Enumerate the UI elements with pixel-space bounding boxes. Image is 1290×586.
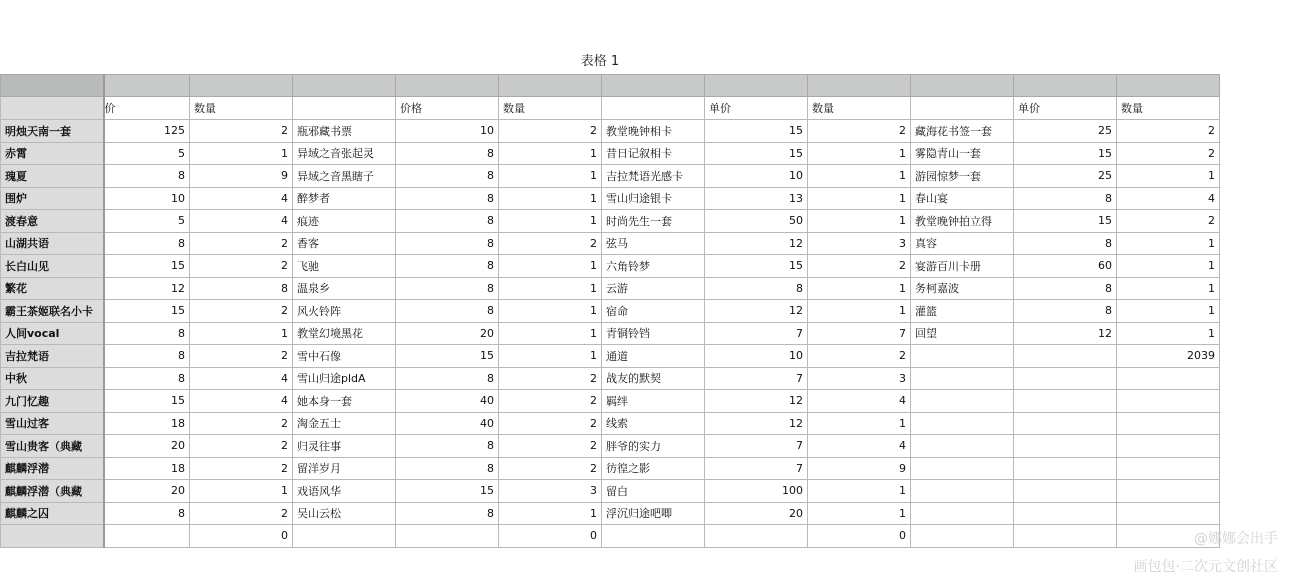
table-cell[interactable]: 1 <box>190 480 293 503</box>
table-cell[interactable]: 15 <box>705 255 808 278</box>
table-cell[interactable]: 8 <box>396 142 499 165</box>
table-cell[interactable] <box>911 390 1014 413</box>
table-cell[interactable]: 4 <box>808 435 911 458</box>
column-header-cell[interactable] <box>104 75 190 97</box>
table-cell[interactable]: 8 <box>396 457 499 480</box>
table-row <box>1 210 1220 233</box>
table-cell[interactable]: 六角铃梦 <box>602 255 705 278</box>
table-cell[interactable]: 125 <box>104 120 190 143</box>
row-header-cell[interactable] <box>1 525 104 548</box>
table-cell[interactable]: 2 <box>190 345 293 368</box>
table-cell[interactable]: 8 <box>396 255 499 278</box>
table-cell[interactable]: 20 <box>104 480 190 503</box>
column-header-cell[interactable] <box>1117 75 1220 97</box>
table-cell[interactable]: 8 <box>396 300 499 323</box>
table-cell[interactable] <box>911 525 1014 548</box>
watermark-author: @娜娜会出手 <box>1194 531 1278 547</box>
table-cell[interactable]: 15 <box>1014 210 1117 233</box>
table-cell[interactable]: 3 <box>808 367 911 390</box>
table-cell[interactable]: 7 <box>808 322 911 345</box>
table-cell[interactable] <box>1014 502 1117 525</box>
table-cell[interactable]: 8 <box>396 165 499 188</box>
table-cell[interactable] <box>911 345 1014 368</box>
table-cell[interactable]: 4 <box>808 390 911 413</box>
table-cell[interactable]: 15 <box>705 120 808 143</box>
watermark-site: 画包包·二次元文创社区 <box>1133 559 1278 575</box>
column-label-cell[interactable] <box>293 97 396 120</box>
table-cell[interactable]: 12 <box>705 300 808 323</box>
table-cell[interactable]: 彷徨之影 <box>602 457 705 480</box>
row-header-cell[interactable]: 霸王茶姬联名小卡 <box>1 300 104 323</box>
column-label-row <box>1 97 1220 120</box>
row-header-cell[interactable]: 九门忆趣 <box>1 390 104 413</box>
table-cell[interactable]: 1 <box>499 277 602 300</box>
row-header-cell[interactable]: 雪山贵客（典藏 <box>1 435 104 458</box>
table-row <box>1 345 1220 368</box>
table-cell[interactable]: 游园惊梦一套 <box>911 165 1014 188</box>
table-cell[interactable]: 2 <box>190 232 293 255</box>
column-header-cell[interactable] <box>911 75 1014 97</box>
table-cell[interactable]: 1 <box>1117 300 1220 323</box>
table-cell[interactable] <box>911 435 1014 458</box>
table-cell[interactable]: 香客 <box>293 232 396 255</box>
table-cell[interactable]: 羁绊 <box>602 390 705 413</box>
table-cell[interactable]: 1 <box>808 300 911 323</box>
table-cell[interactable]: 2 <box>190 412 293 435</box>
table-cell[interactable]: 8 <box>1014 277 1117 300</box>
table-cell[interactable] <box>911 457 1014 480</box>
table-cell[interactable]: 真容 <box>911 232 1014 255</box>
table-cell[interactable] <box>104 525 190 548</box>
column-label-cell[interactable] <box>911 97 1014 120</box>
table-cell[interactable]: 12 <box>705 390 808 413</box>
table-cell[interactable]: 1 <box>808 412 911 435</box>
table-cell[interactable]: 2 <box>1117 142 1220 165</box>
table-cell[interactable]: 1 <box>499 502 602 525</box>
table-cell[interactable]: 25 <box>1014 165 1117 188</box>
table-cell[interactable]: 8 <box>396 502 499 525</box>
table-cell[interactable]: 18 <box>104 412 190 435</box>
table-cell[interactable]: 弦马 <box>602 232 705 255</box>
table-cell[interactable]: 留洋岁月 <box>293 457 396 480</box>
table-cell[interactable]: 吴山云松 <box>293 502 396 525</box>
table-cell[interactable]: 藏海花书签一套 <box>911 120 1014 143</box>
table-cell[interactable]: 50 <box>705 210 808 233</box>
table-cell[interactable]: 9 <box>190 165 293 188</box>
table-cell[interactable]: 8 <box>396 232 499 255</box>
table-row <box>1 277 1220 300</box>
table-cell[interactable]: 通道 <box>602 345 705 368</box>
table-cell[interactable]: 线索 <box>602 412 705 435</box>
table-cell[interactable]: 2 <box>499 435 602 458</box>
row-header-cell[interactable]: 瑰夏 <box>1 165 104 188</box>
table-cell[interactable]: 2 <box>499 412 602 435</box>
table-cell[interactable]: 1 <box>808 502 911 525</box>
column-header-cell[interactable] <box>1014 75 1117 97</box>
row-header-cell[interactable]: 中秋 <box>1 367 104 390</box>
table-cell[interactable]: 8 <box>1014 300 1117 323</box>
row-header-cell[interactable]: 麒麟之囚 <box>1 502 104 525</box>
table-cell[interactable]: 4 <box>1117 187 1220 210</box>
table-cell[interactable]: 13 <box>705 187 808 210</box>
table-cell[interactable]: 浮沉归途吧唧 <box>602 502 705 525</box>
table-cell[interactable]: 1 <box>190 142 293 165</box>
table-row <box>1 165 1220 188</box>
table-cell[interactable]: 痕迹 <box>293 210 396 233</box>
column-label-cell[interactable] <box>602 97 705 120</box>
table-row <box>1 232 1220 255</box>
column-header-cell[interactable] <box>705 75 808 97</box>
table-row <box>1 120 1220 143</box>
table-cell[interactable]: 7 <box>705 435 808 458</box>
table-cell[interactable]: 1 <box>499 210 602 233</box>
table-cell[interactable]: 2 <box>190 457 293 480</box>
table-cell[interactable] <box>1117 480 1220 503</box>
table-cell[interactable]: 2 <box>499 120 602 143</box>
table-cell[interactable] <box>911 412 1014 435</box>
table-cell[interactable]: 瓶邪藏书票 <box>293 120 396 143</box>
table-cell[interactable]: 异域之音张起灵 <box>293 142 396 165</box>
table-cell[interactable]: 15 <box>104 255 190 278</box>
table-cell[interactable]: 1 <box>499 300 602 323</box>
table-cell[interactable]: 0 <box>499 525 602 548</box>
row-header-cell[interactable]: 吉拉梵语 <box>1 345 104 368</box>
table-cell[interactable]: 云游 <box>602 277 705 300</box>
table-row <box>1 480 1220 503</box>
table-cell[interactable]: 3 <box>808 232 911 255</box>
row-header-cell[interactable]: 渡春意 <box>1 210 104 233</box>
table-cell[interactable]: 宴游百川卡册 <box>911 255 1014 278</box>
column-header-row <box>1 75 1220 97</box>
table-cell[interactable] <box>1014 345 1117 368</box>
table-cell[interactable]: 1 <box>499 322 602 345</box>
column-label-cell[interactable]: 单价 <box>1014 97 1117 120</box>
table-cell[interactable]: 1 <box>499 165 602 188</box>
table-row <box>1 255 1220 278</box>
table-cell[interactable]: 1 <box>808 165 911 188</box>
table-cell[interactable]: 2 <box>499 232 602 255</box>
table-cell[interactable]: 醉梦者 <box>293 187 396 210</box>
table-cell[interactable]: 8 <box>1014 187 1117 210</box>
table-cell[interactable]: 40 <box>396 412 499 435</box>
table-cell[interactable]: 战友的默契 <box>602 367 705 390</box>
table-cell[interactable] <box>1117 457 1220 480</box>
table-cell[interactable] <box>911 480 1014 503</box>
table-row <box>1 322 1220 345</box>
table-cell[interactable] <box>396 525 499 548</box>
table-cell[interactable]: 15 <box>396 480 499 503</box>
column-label-cell[interactable] <box>1 97 104 120</box>
column-label-cell[interactable]: 数量 <box>499 97 602 120</box>
table-cell[interactable] <box>1117 367 1220 390</box>
table-cell[interactable]: 8 <box>190 277 293 300</box>
row-header-cell[interactable]: 麒麟浮潜（典藏 <box>1 480 104 503</box>
column-header-cell[interactable] <box>190 75 293 97</box>
table-cell[interactable]: 1 <box>808 187 911 210</box>
table-cell[interactable]: 1 <box>1117 322 1220 345</box>
table-cell[interactable]: 8 <box>1014 232 1117 255</box>
table-cell[interactable]: 1 <box>1117 255 1220 278</box>
table-cell[interactable]: 2 <box>190 120 293 143</box>
row-header-cell[interactable]: 雪山过客 <box>1 412 104 435</box>
table-cell[interactable]: 8 <box>104 232 190 255</box>
column-header-cell[interactable] <box>808 75 911 97</box>
table-cell[interactable]: 100 <box>705 480 808 503</box>
table-cell[interactable]: 12 <box>705 232 808 255</box>
table-cell[interactable]: 7 <box>705 322 808 345</box>
table-cell[interactable]: 8 <box>104 322 190 345</box>
table-cell[interactable]: 18 <box>104 457 190 480</box>
table-cell[interactable]: 1 <box>1117 232 1220 255</box>
table-cell[interactable]: 雾隐青山一套 <box>911 142 1014 165</box>
table-cell[interactable]: 1 <box>808 142 911 165</box>
table-cell[interactable]: 15 <box>104 300 190 323</box>
table-cell[interactable]: 8 <box>104 502 190 525</box>
table-cell[interactable]: 1 <box>1117 165 1220 188</box>
table-cell[interactable]: 10 <box>705 165 808 188</box>
table-cell[interactable]: 2 <box>190 435 293 458</box>
table-cell[interactable] <box>293 525 396 548</box>
table-cell[interactable]: 务柯嘉波 <box>911 277 1014 300</box>
table-cell[interactable]: 20 <box>396 322 499 345</box>
table-cell[interactable]: 8 <box>396 187 499 210</box>
table-row <box>1 367 1220 390</box>
table-row <box>1 300 1220 323</box>
table-cell[interactable]: 8 <box>104 165 190 188</box>
table-cell[interactable]: 戏语风华 <box>293 480 396 503</box>
table-cell[interactable]: 4 <box>190 187 293 210</box>
table-cell[interactable]: 0 <box>190 525 293 548</box>
table-cell[interactable]: 4 <box>190 210 293 233</box>
table-cell[interactable] <box>1014 367 1117 390</box>
column-label-cell[interactable]: 数量 <box>190 97 293 120</box>
table-cell[interactable] <box>1014 457 1117 480</box>
table-cell[interactable]: 2 <box>808 255 911 278</box>
column-header-cell[interactable] <box>499 75 602 97</box>
table-cell[interactable] <box>1014 390 1117 413</box>
table-cell[interactable]: 飞驰 <box>293 255 396 278</box>
table-cell[interactable]: 青铜铃铛 <box>602 322 705 345</box>
table-cell[interactable]: 8 <box>396 435 499 458</box>
table-cell[interactable]: 昔日记叙相卡 <box>602 142 705 165</box>
column-header-cell[interactable] <box>602 75 705 97</box>
table-cell[interactable]: 8 <box>396 367 499 390</box>
table-cell[interactable]: 2 <box>190 255 293 278</box>
table-row <box>1 502 1220 525</box>
table-cell[interactable]: 8 <box>396 210 499 233</box>
table-cell[interactable] <box>911 367 1014 390</box>
table-cell[interactable] <box>1117 412 1220 435</box>
table-cell[interactable]: 春山宴 <box>911 187 1014 210</box>
table-cell[interactable] <box>1014 412 1117 435</box>
table-cell[interactable]: 教堂晚钟相卡 <box>602 120 705 143</box>
table-cell[interactable]: 10 <box>104 187 190 210</box>
table-cell[interactable]: 8 <box>396 277 499 300</box>
table-cell[interactable] <box>1014 525 1117 548</box>
table-cell[interactable] <box>1117 502 1220 525</box>
table-row <box>1 142 1220 165</box>
table-cell[interactable]: 20 <box>705 502 808 525</box>
table-row <box>1 390 1220 413</box>
table-cell[interactable]: 5 <box>104 142 190 165</box>
row-header-cell[interactable]: 繁花 <box>1 277 104 300</box>
column-header-cell[interactable] <box>396 75 499 97</box>
table-cell[interactable]: 2 <box>808 345 911 368</box>
column-label-cell[interactable]: 价格 <box>396 97 499 120</box>
spreadsheet-table <box>0 74 1220 548</box>
table-cell[interactable]: 2 <box>499 367 602 390</box>
table-cell[interactable]: 2 <box>1117 210 1220 233</box>
column-label-cell[interactable]: 价 <box>104 97 190 120</box>
table-cell[interactable]: 2 <box>808 120 911 143</box>
table-cell[interactable]: 雪山归途银卡 <box>602 187 705 210</box>
table-cell[interactable]: 时尚先生一套 <box>602 210 705 233</box>
column-label-cell[interactable]: 数量 <box>808 97 911 120</box>
table-cell[interactable] <box>1117 435 1220 458</box>
table-cell[interactable]: 25 <box>1014 120 1117 143</box>
table-cell[interactable]: 7 <box>705 457 808 480</box>
table-cell[interactable]: 1 <box>808 210 911 233</box>
table-body <box>1 75 1220 548</box>
table-row <box>1 412 1220 435</box>
table-cell[interactable]: 12 <box>1014 322 1117 345</box>
column-label-cell[interactable]: 单价 <box>705 97 808 120</box>
table-cell[interactable]: 2 <box>499 457 602 480</box>
table-cell[interactable]: 10 <box>705 345 808 368</box>
table-cell[interactable]: 宿命 <box>602 300 705 323</box>
table-cell[interactable]: 15 <box>104 390 190 413</box>
table-cell[interactable] <box>1117 390 1220 413</box>
table-row <box>1 187 1220 210</box>
table-cell[interactable]: 雪山归途pldA <box>293 367 396 390</box>
row-header-cell[interactable]: 赤霄 <box>1 142 104 165</box>
table-cell[interactable]: 9 <box>808 457 911 480</box>
table-cell[interactable]: 8 <box>104 367 190 390</box>
column-header-cell[interactable] <box>293 75 396 97</box>
table-cell[interactable]: 3 <box>499 480 602 503</box>
table-cell[interactable]: 5 <box>104 210 190 233</box>
table-cell[interactable]: 2 <box>190 502 293 525</box>
row-header-cell[interactable]: 围炉 <box>1 187 104 210</box>
table-cell[interactable]: 12 <box>705 412 808 435</box>
table-cell[interactable]: 雪中石像 <box>293 345 396 368</box>
table-cell[interactable]: 归灵往事 <box>293 435 396 458</box>
table-cell[interactable]: 温泉乡 <box>293 277 396 300</box>
table-cell[interactable]: 回望 <box>911 322 1014 345</box>
table-row <box>1 457 1220 480</box>
table-cell[interactable]: 2 <box>499 390 602 413</box>
table-cell[interactable]: 15 <box>705 142 808 165</box>
table-cell[interactable]: 2039 <box>1117 345 1220 368</box>
table-cell[interactable]: 20 <box>104 435 190 458</box>
table-cell[interactable]: 灌篮 <box>911 300 1014 323</box>
sheet-title: 表格 1 <box>580 54 620 69</box>
table-cell[interactable]: 0 <box>808 525 911 548</box>
table-cell[interactable]: 12 <box>104 277 190 300</box>
table-cell[interactable]: 她本身一套 <box>293 390 396 413</box>
table-cell[interactable]: 吉拉梵语光感卡 <box>602 165 705 188</box>
table-cell[interactable]: 15 <box>1014 142 1117 165</box>
table-cell[interactable]: 8 <box>705 277 808 300</box>
row-header-cell[interactable]: 长白山见 <box>1 255 104 278</box>
table-cell[interactable]: 1 <box>190 322 293 345</box>
column-header-cell[interactable] <box>1 75 104 97</box>
table-cell[interactable] <box>911 502 1014 525</box>
table-cell[interactable]: 1 <box>808 480 911 503</box>
table-cell[interactable]: 教堂幻境黑花 <box>293 322 396 345</box>
table-cell[interactable]: 2 <box>1117 120 1220 143</box>
table-row <box>1 435 1220 458</box>
table-cell[interactable]: 7 <box>705 367 808 390</box>
column-label-cell[interactable]: 数量 <box>1117 97 1220 120</box>
row-header-cell[interactable]: 麒麟浮潜 <box>1 457 104 480</box>
table-cell[interactable]: 胖爷的实力 <box>602 435 705 458</box>
table-cell[interactable]: 异域之音黑瞎子 <box>293 165 396 188</box>
table-cell[interactable]: 淘金五士 <box>293 412 396 435</box>
table-cell[interactable] <box>1014 435 1117 458</box>
table-cell[interactable]: 风火铃阵 <box>293 300 396 323</box>
table-cell[interactable]: 15 <box>396 345 499 368</box>
table-cell[interactable]: 4 <box>190 367 293 390</box>
row-header-cell[interactable]: 山湖共语 <box>1 232 104 255</box>
table-cell[interactable]: 10 <box>396 120 499 143</box>
table-cell[interactable]: 教堂晚钟拍立得 <box>911 210 1014 233</box>
row-header-cell[interactable]: 人间vocal <box>1 322 104 345</box>
table-cell[interactable]: 留白 <box>602 480 705 503</box>
table-cell[interactable]: 4 <box>190 390 293 413</box>
table-cell[interactable]: 1 <box>499 142 602 165</box>
table-cell[interactable]: 2 <box>190 300 293 323</box>
table-cell[interactable]: 60 <box>1014 255 1117 278</box>
table-cell[interactable]: 1 <box>499 345 602 368</box>
table-cell[interactable]: 1 <box>499 255 602 278</box>
table-cell[interactable]: 8 <box>104 345 190 368</box>
table-cell[interactable] <box>1014 480 1117 503</box>
table-cell[interactable]: 1 <box>1117 277 1220 300</box>
table-cell[interactable] <box>705 525 808 548</box>
table-row <box>1 525 1220 548</box>
table-cell[interactable]: 1 <box>499 187 602 210</box>
table-cell[interactable]: 40 <box>396 390 499 413</box>
table-cell[interactable] <box>602 525 705 548</box>
table-cell[interactable]: 1 <box>808 277 911 300</box>
row-header-cell[interactable]: 明烛天南一套 <box>1 120 104 143</box>
